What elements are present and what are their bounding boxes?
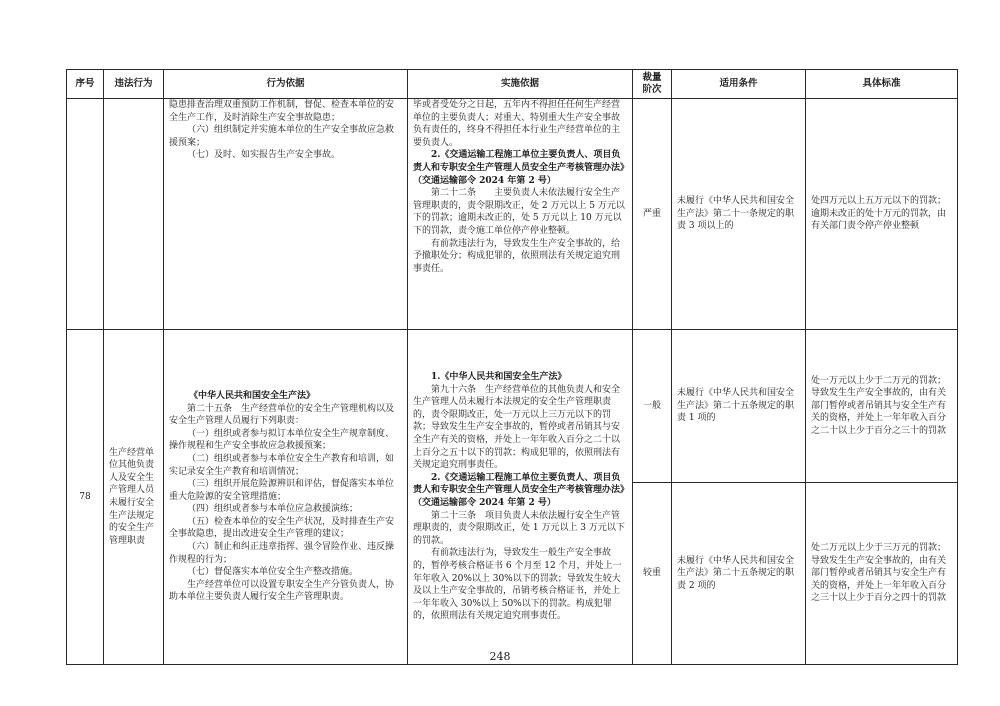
header-basis: 行为依据 xyxy=(164,70,408,99)
basis-text: 隐患排查治理双重预防工作机制，督促、检查本单位的安全生产工作，及时消除生产安全事故隐患； xyxy=(169,100,395,123)
basis-text: （一）组织或者参与拟订本单位安全生产规章制度、操作规程和生产安全事故应急救援预案； xyxy=(169,428,395,452)
header-implementation: 实施依据 xyxy=(408,70,633,99)
basis-cell xyxy=(164,99,408,330)
condition-cell: 未履行《中华人民共和国安全生产法》第二十五条规定的职责 2 项的 xyxy=(672,483,806,665)
table-row-continued xyxy=(67,99,958,330)
implementation-cell xyxy=(408,99,633,330)
impl-text: 有前款违法行为，导致发生生产安全事故的，给予撤职处分；构成犯罪的，依照刑法有关规定追究刑事责任。 xyxy=(413,238,621,274)
header-condition: 适用条件 xyxy=(672,70,806,99)
impl-text: 第二十二条 主要负责人未依法履行安全生产管理职责的，责令限期改正，处 2 万元以上 5 万元以下的罚款；逾期未改正的，处 5 万元以上 10 万元以下的罚款，责令施工单位停产停业整顿。 xyxy=(413,188,625,236)
violation-cell: 生产经营单位其他负责人及安全生产管理人员未履行安全生产法规定的安全生产管理职责 xyxy=(104,330,164,665)
basis-text: （六）组织制定并实施本单位的生产安全事故应急救援预案； xyxy=(169,125,395,148)
level-cell: 严重 xyxy=(633,99,672,330)
impl-text: 有前款违法行为，导致发生一般生产安全事故的，暂停考核合格证书 6 个月至 12 个月，并处上一年年收入 20%以上 30%以下的罚款；导致发生较大及以上生产安全事故的，吊销考核合格证书，并处上一年年收入 30%以上 50%以下的罚款。构成犯罪的，依照刑法有关规定追究刑事责任。 xyxy=(413,548,622,622)
basis-text: （三）组织开展危险源辨识和评估，督促落实本单位重大危险源的安全管理措施； xyxy=(169,479,395,502)
basis-text: （六）制止和纠正违章指挥、强令冒险作业、违反操作规程的行为； xyxy=(169,542,395,565)
basis-text: （四）组织或者参与本单位应急救援演练； xyxy=(187,504,359,515)
impl-law-title: 2.《交通运输工程施工单位主要负责人、项目负责人和专职安全生产管理人员安全生产考核管理办法》（交通运输部令 2024 年第 2 号） xyxy=(413,472,625,508)
basis-text: （七）及时、如实报告生产安全事故。 xyxy=(187,150,341,161)
header-standard: 具体标准 xyxy=(806,70,958,99)
impl-text: 第九十六条 生产经营单位的其他负责人和安全生产管理人员未履行本法规定的安全生产管理职责的，责令限期改正，处一万元以上三万元以下的罚款；导致发生生产安全事故的，暂停或者吊销其与安全生产有关的资格，并处上一年年收入百分之二十以上百分之五十以下的罚款；构成犯罪的，依照刑法有关规定追究刑事责任。 xyxy=(413,384,621,471)
impl-law-title: 2.《交通运输工程施工单位主要负责人、项目负责人和专职安全生产管理人员安全生产考核管理办法》（交通运输部令 2024 年第 2 号） xyxy=(413,150,625,186)
condition-cell: 未履行《中华人民共和国安全生产法》第二十一条规定的职责 3 项以上的 xyxy=(672,99,806,330)
violation-cell xyxy=(104,99,164,330)
table-header-row xyxy=(67,70,958,99)
level-cell: 一般 xyxy=(633,330,672,483)
standard-cell: 处二万元以上少于三万元的罚款；导致发生生产安全事故的，由有关部门暂停或者吊销其与安全生产有关的资格，并处上一年年收入百分之三十以上少于百分之四十的罚款 xyxy=(806,483,958,665)
standard-cell: 处四万元以上五万元以下的罚款；逾期未改正的处十万元的罚款，由有关部门责令停产停业整顿 xyxy=(806,99,958,330)
level-cell: 较重 xyxy=(633,483,672,665)
header-serial: 序号 xyxy=(67,70,104,99)
header-level: 裁量 阶次 xyxy=(633,70,672,99)
basis-text: （二）组织或者参与本单位安全生产教育和培训，如实记录安全生产教育和培训情况； xyxy=(169,453,395,477)
impl-text: 第二十三条 项目负责人未依法履行安全生产管理职责的，责令限期改正，处 1 万元以上 3 万元以下的罚款。 xyxy=(413,510,625,546)
basis-text: （七）督促落实本单位安全生产整改措施。 xyxy=(187,567,359,578)
basis-law-title: 《中华人民共和国安全生产法》 xyxy=(189,390,316,401)
condition-cell: 未履行《中华人民共和国安全生产法》第二十五条规定的职责 1 项的 xyxy=(672,330,806,483)
page-number: 248 xyxy=(489,650,511,663)
basis-text: 第二十五条 生产经营单位的安全生产管理机构以及安全生产管理人员履行下列职责： xyxy=(169,403,395,427)
implementation-cell xyxy=(408,330,633,665)
header-violation: 违法行为 xyxy=(104,70,164,99)
basis-text: 生产经营单位可以设置专职安全生产分管负责人，协助本单位主要负责人履行安全生产管理职责。 xyxy=(169,579,395,603)
impl-law-title: 1.《中华人民共和国安全生产法》 xyxy=(431,372,567,383)
table-row-78-a xyxy=(67,330,958,483)
serial-cell xyxy=(67,99,104,330)
basis-text: （五）检查本单位的安全生产状况，及时排查生产安全事故隐患，提出改进安全生产管理的建议； xyxy=(169,516,395,540)
penalty-table xyxy=(66,69,958,665)
basis-cell xyxy=(164,330,408,665)
serial-cell: 78 xyxy=(67,330,104,665)
impl-text: 毕或者受处分之日起，五年内不得担任任何生产经营单位的主要负责人；对重大、特别重大生产安全事故负有责任的，终身不得担任本行业生产经营单位的主要负责人。 xyxy=(413,100,621,148)
standard-cell: 处一万元以上少于二万元的罚款；导致发生生产安全事故的，由有关部门暂停或者吊销其与安全生产有关的资格，并处上一年年收入百分之二十以上少于百分之三十的罚款 xyxy=(806,330,958,483)
